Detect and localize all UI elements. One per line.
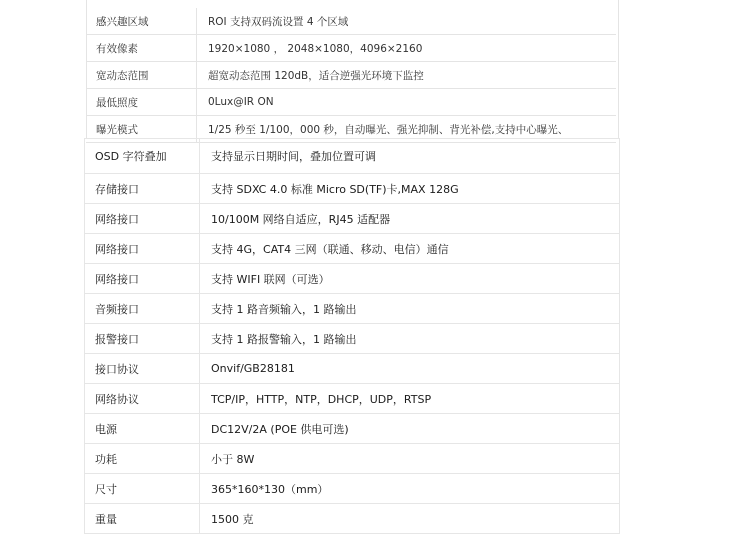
spec-key: 功耗 [85, 444, 200, 474]
table-row [85, 444, 620, 474]
spec-value: 1/25 秒至 1/100，000 秒，自动曝光、强光抑制、背光补偿,支持中心曝光、 [197, 116, 617, 143]
spec-key: 重量 [85, 504, 200, 534]
spec-key: 接口协议 [85, 354, 200, 384]
spec-value: 超宽动态范围 120dB，适合逆强光环境下监控 [197, 62, 617, 89]
spec-key: 存储接口 [85, 174, 200, 204]
table-row [85, 294, 620, 324]
spec-value: 支持 SDXC 4.0 标准 Micro SD(TF)卡,MAX 128G [200, 174, 620, 204]
spec-value: 支持 4G，CAT4 三网（联通、移动、电信）通信 [200, 234, 620, 264]
spec-value: 支持 WIFI 联网（可选） [200, 264, 620, 294]
spec-value: DC12V/2A (POE 供电可选) [200, 414, 620, 444]
spec-key: 报警接口 [85, 324, 200, 354]
spec-table-main [84, 138, 620, 534]
table-row [86, 62, 616, 89]
table-row [85, 264, 620, 294]
spec-value: ROI 支持双码流设置 4 个区域 [197, 8, 617, 35]
spec-key: OSD 字符叠加 [85, 139, 200, 174]
spec-key: 网络接口 [85, 204, 200, 234]
table-row [85, 474, 620, 504]
spec-key: 有效像素 [86, 35, 197, 62]
spec-key: 网络协议 [85, 384, 200, 414]
table-row [85, 324, 620, 354]
spec-value: 0Lux@IR ON [197, 89, 617, 116]
spec-key: 曝光模式 [86, 116, 197, 143]
spec-value: 支持 1 路音频输入，1 路输出 [200, 294, 620, 324]
table-border-right [618, 0, 619, 138]
spec-value: 支持 1 路报警输入，1 路输出 [200, 324, 620, 354]
spec-key: 网络接口 [85, 264, 200, 294]
table-row [85, 139, 620, 174]
spec-key: 音频接口 [85, 294, 200, 324]
table-row [85, 204, 620, 234]
table-row [85, 504, 620, 534]
spec-key: 宽动态范围 [86, 62, 197, 89]
spec-value: Onvif/GB28181 [200, 354, 620, 384]
table-row [85, 174, 620, 204]
table-row [85, 234, 620, 264]
spec-key: 感兴趣区域 [86, 8, 197, 35]
spec-value: 10/100M 网络自适应，RJ45 适配器 [200, 204, 620, 234]
spec-key: 尺寸 [85, 474, 200, 504]
spec-value: 1920×1080 ， 2048×1080，4096×2160 [197, 35, 617, 62]
table-row [85, 354, 620, 384]
table-row [86, 35, 616, 62]
spec-value: 支持显示日期时间，叠加位置可调 [200, 139, 620, 174]
spec-value: 365*160*130（mm） [200, 474, 620, 504]
spec-value: 1500 克 [200, 504, 620, 534]
spec-key: 最低照度 [86, 89, 197, 116]
spec-key: 网络接口 [85, 234, 200, 264]
table-row [86, 89, 616, 116]
spec-value: 小于 8W [200, 444, 620, 474]
table-row [85, 384, 620, 414]
spec-value: TCP/IP，HTTP，NTP，DHCP，UDP，RTSP [200, 384, 620, 414]
spec-key: 电源 [85, 414, 200, 444]
table-row [86, 8, 616, 35]
spec-table-top [86, 8, 616, 143]
table-row [85, 414, 620, 444]
